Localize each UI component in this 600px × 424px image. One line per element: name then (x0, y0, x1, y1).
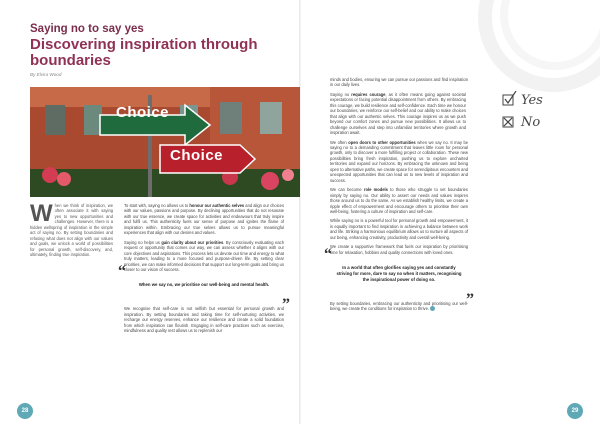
paragraph: We often open doors to other opportunities when we say no. It may be saying no to a demanding commitment that leaves little room for personal growth, only to discover a more fulfilling project or collaboration. These new possibilities bring fresh inspiration, pushing us to explore uncharted territories and expand our horizons. By embracing the unknown and being open to alternative paths, we create space for serendipitous encounters and unexpected opportunities that can lead us to new levels of inspiration and success. (330, 139, 468, 183)
no-label: No (521, 115, 541, 130)
paragraph: To start with, saying no allows us to honour our authentic selves and align our choices with our values, passions and purpose. By declining opportunities that do not resonate with our true essence, we create space for activities and endeavours that truly inspire and fulfil us. This authenticity fuels our sense of purpose and ignites the flame of inspiration within. Embracing our true selves allows us to pursue meaningful experiences that align with our desires and values. (124, 203, 284, 236)
right-body-column (324, 77, 474, 315)
paragraph: We can become role models to those who struggle to set boundaries simply by saying no. Our ability to assert our needs and values inspires those around us to do the same. As we establish healthy limits, we create a ripple effect of empowerment and encourage others to prioritise their own well-being, fostering a culture of inspiration and self-care. (330, 187, 468, 214)
choice-signs-photo (30, 87, 300, 197)
article-byline: By Elvira Wood (30, 72, 62, 77)
intro-text: hen we think of inspiration, we often associate it with saying yes to new opportunities and challenges. However, there is a hidden wellspring of inspiration in the simple act of saying no. By setting boundaries and refusing what does not align with our values and goals, we unlock a world of possibilities for personal growth, self-discovery, and, ultimately, finding true inspiration. (30, 203, 113, 258)
drop-cap: W (30, 200, 53, 227)
paragraph: minds and bodies, ensuring we can pursue our passions and find inspiration in our daily lives. (330, 77, 468, 88)
article-headline: Discovering inspiration through boundaries (30, 36, 258, 69)
paragraph: Saying no requires courage, as it often means going against societal expectations or facing potential disappointment from others. By embracing this courage, we build resilience and self-confidence. Each time we honour our boundaries, we reinforce our self-belief and our ability to make choices that align with our authentic selves. This courage inspires us as we push beyond our comfort zones and pursue new possibilities. It allows us to challenge ourselves and step into unfamiliar territories where growth and inspiration await. (330, 91, 466, 136)
yes-no-checkbox-illustration (499, 91, 575, 141)
pull-quote (118, 263, 290, 314)
paragraph: Saying no helps us gain clarity about our priorities. By consciously evaluating each request or opportunity that comes our way, we can assess whether it aligns with our core objectives and aspirations. This process lets us devote our time and energy to what truly matters, leading to a more focused and purpose-driven life. By setting clear priorities, we can make informed decisions that support our long-term goals and bring us closer to our vision of success. (124, 239, 285, 272)
yes-label: Yes (521, 93, 543, 108)
paragraph: We create a supportive framework that fuels our inspiration by prioritising time for relaxation, hobbies and quality connections with loved ones. (330, 244, 468, 255)
pull-quote-text: In a world that often glorifies saying yes and constantly striving for more, dare to say no when it matters, recognising the inspirational power of doing so. (336, 265, 462, 282)
end-mark-icon (430, 306, 435, 311)
paragraph: By setting boundaries, embracing our authenticity and prioritising our well-being, we create the conditions for inspiration to thrive. (330, 300, 468, 311)
close-quote-icon: ” (282, 296, 290, 314)
page-number-right: 29 (567, 403, 583, 419)
sign-top-label: Choice (116, 104, 170, 121)
sign-bottom-label: Choice (170, 147, 224, 164)
open-quote-icon: “ (324, 246, 332, 264)
page-number-left: 28 (17, 403, 33, 419)
pull-quote-text: When we say no, we prioritise our well-being and mental health. (138, 282, 270, 288)
left-body-column (118, 203, 290, 338)
article-kicker: Saying no to say yes (30, 23, 144, 35)
intro-column (30, 200, 113, 258)
open-quote-icon: “ (118, 263, 126, 281)
paragraph: While saying no is a powerful tool for personal growth and empowerment, it is equally important to find inspiration in achieving a balance between work and life. Striking a harmonious equilibrium allows us to nurture all aspects of our being, enhancing creativity, productivity and overall well-being. (330, 218, 468, 240)
close-quote-icon: ” (466, 290, 474, 308)
paragraph: We recognise that self-care is not selfish but essential for personal growth and inspiration. By setting boundaries and taking time for self-nurturing activities, we recharge our energy reserves, enhance our resilience and create a solid foundation from which inspiration can flourish. Engaging in self-care practices such as exercise, mindfulness and quality rest allows us to replenish our (124, 306, 284, 334)
page-gutter (299, 0, 301, 424)
